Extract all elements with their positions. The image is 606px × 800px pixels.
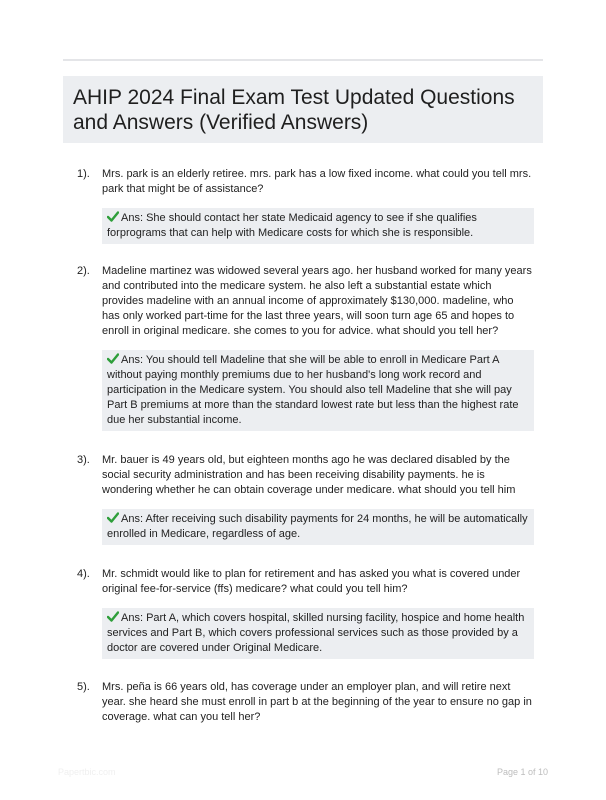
top-divider [63, 59, 543, 61]
page-indicator: Page 1 of 10 [497, 767, 549, 777]
answer-box [102, 208, 534, 244]
check-icon [107, 353, 119, 364]
check-icon [107, 512, 119, 523]
question-number: 3). [77, 454, 90, 466]
answer-text: Ans: You should tell Madeline that she will be able to enroll in Medicare Part A without paying monthly premiums due to her husband's long work record and participation in the Medicare system. You should also tell Madeline that she will pay Part B premiums at more than the standard lowest rate but less than the highest rate due her substantial income. [107, 354, 519, 426]
answer-text: Ans: Part A, which covers hospital, skilled nursing facility, hospice and home health services and Part B, which covers professional services such as those provided by a doctor are covered under Original Medicare. [107, 612, 525, 654]
question-text: Mrs. peña is 66 years old, has coverage under an employer plan, and will retire next year. she heard she must enroll in part b at the beginning of the year to ensure no gap in coverage. what can you tell her? [102, 681, 532, 723]
answer-box [102, 608, 534, 659]
question-text: Mrs. park is an elderly retiree. mrs. park has a low fixed income. what could you tell mrs. park that might be of assistance? [102, 168, 532, 195]
question-number: 2). [77, 265, 90, 277]
question-text: Madeline martinez was widowed several years ago. her husband worked for many years and contributed into the medicare system. he also left a substantial estate which provides madeline with an annual income of approximately $130,000. madeline, who has only worked part-time for the last three years, will soon turn age 65 and hopes to enroll in original medicare. she comes to you for advice. what should you tell her? [102, 265, 532, 337]
question-text: Mr. bauer is 49 years old, but eighteen months ago he was declared disabled by the social security administration and has been receiving disability payments. he is wondering whether he can obtain coverage under medicare. what should you tell him [102, 454, 516, 496]
question-number: 1). [77, 168, 90, 180]
question-number: 4). [77, 568, 90, 580]
answer-text: Ans: After receiving such disability payments for 24 months, he will be automatically enrolled in Medicare, regardless of age. [107, 513, 528, 540]
title-banner [63, 76, 543, 143]
check-icon [107, 611, 119, 622]
answer-box [102, 509, 534, 545]
answer-box [102, 350, 534, 431]
footer-site: Papertbic.com [58, 767, 116, 777]
check-icon [107, 211, 119, 222]
answer-text: Ans: She should contact her state Medicaid agency to see if she qualifies forprograms that can help with Medicare costs for which she is responsible. [107, 212, 477, 239]
document-title: AHIP 2024 Final Exam Test Updated Questions and Answers (Verified Answers) [73, 86, 515, 134]
question-number: 5). [77, 681, 90, 693]
question-text: Mr. schmidt would like to plan for retirement and has asked you what is covered under original fee-for-service (ffs) medicare? what could you tell him? [102, 568, 521, 595]
